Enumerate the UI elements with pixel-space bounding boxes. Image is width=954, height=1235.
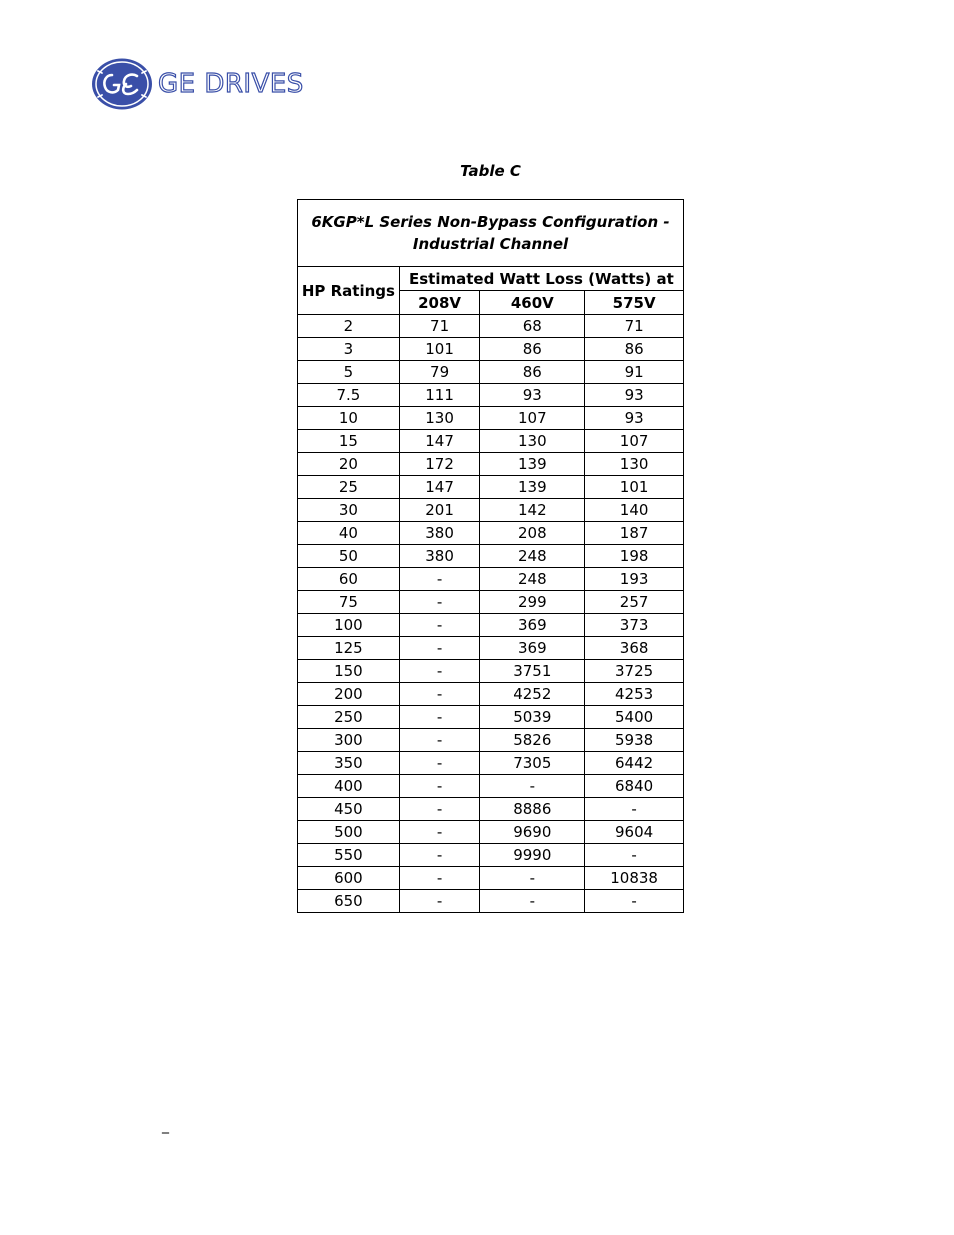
hp-rating-cell: 2 [298, 315, 400, 338]
watt-208v-cell: - [399, 591, 480, 614]
voltage-header-575v: 575V [585, 291, 684, 315]
watt-460v-cell: 248 [480, 545, 585, 568]
watt-loss-table [297, 199, 684, 913]
table-row [298, 775, 684, 798]
watt-460v-cell: 130 [480, 430, 585, 453]
watt-460v-cell: 68 [480, 315, 585, 338]
watt-575v-cell: 6840 [585, 775, 684, 798]
hp-rating-cell: 550 [298, 844, 400, 867]
watt-575v-cell: 4253 [585, 683, 684, 706]
hp-rating-cell: 40 [298, 522, 400, 545]
watt-208v-cell: - [399, 614, 480, 637]
ge-drives-logo [90, 56, 304, 112]
table-row [298, 476, 684, 499]
watt-575v-cell: 86 [585, 338, 684, 361]
table-row [298, 522, 684, 545]
watt-208v-cell: - [399, 706, 480, 729]
watt-575v-cell: - [585, 890, 684, 913]
table-row [298, 568, 684, 591]
watt-575v-cell: 140 [585, 499, 684, 522]
watt-575v-cell: 368 [585, 637, 684, 660]
watt-460v-cell: 9690 [480, 821, 585, 844]
watt-460v-cell: - [480, 775, 585, 798]
hp-rating-cell: 500 [298, 821, 400, 844]
table-row [298, 729, 684, 752]
hp-rating-cell: 5 [298, 361, 400, 384]
watt-575v-cell: 91 [585, 361, 684, 384]
hp-rating-cell: 400 [298, 775, 400, 798]
watt-208v-cell: - [399, 775, 480, 798]
watt-460v-cell: 86 [480, 361, 585, 384]
hp-rating-cell: 20 [298, 453, 400, 476]
watt-460v-cell: 107 [480, 407, 585, 430]
table-row [298, 660, 684, 683]
watt-208v-cell: 79 [399, 361, 480, 384]
watt-460v-cell: 208 [480, 522, 585, 545]
table-row [298, 706, 684, 729]
watt-208v-cell: 101 [399, 338, 480, 361]
table-row [298, 499, 684, 522]
table-caption: Table C [460, 162, 521, 180]
table-row [298, 430, 684, 453]
table-title-line1: 6KGP*L Series Non-Bypass Configuration - [311, 213, 670, 231]
watt-208v-cell: 147 [399, 476, 480, 499]
table-row [298, 683, 684, 706]
watt-208v-cell: - [399, 867, 480, 890]
watt-575v-cell: 93 [585, 407, 684, 430]
watt-460v-cell: 369 [480, 614, 585, 637]
hp-rating-cell: 75 [298, 591, 400, 614]
table-row [298, 591, 684, 614]
watt-575v-cell: 5938 [585, 729, 684, 752]
hp-rating-cell: 60 [298, 568, 400, 591]
watt-460v-cell: 142 [480, 499, 585, 522]
watt-575v-cell: 71 [585, 315, 684, 338]
watt-460v-cell: 9990 [480, 844, 585, 867]
hp-rating-cell: 350 [298, 752, 400, 775]
table-row [298, 545, 684, 568]
watt-208v-cell: 130 [399, 407, 480, 430]
watt-575v-cell: 6442 [585, 752, 684, 775]
watt-208v-cell: 71 [399, 315, 480, 338]
watt-575v-cell: 107 [585, 430, 684, 453]
watt-575v-cell: - [585, 844, 684, 867]
hp-rating-cell: 30 [298, 499, 400, 522]
hp-rating-cell: 600 [298, 867, 400, 890]
watt-208v-cell: - [399, 637, 480, 660]
hp-rating-cell: 150 [298, 660, 400, 683]
watt-460v-cell: 93 [480, 384, 585, 407]
watt-460v-cell: 299 [480, 591, 585, 614]
table-row [298, 637, 684, 660]
watt-575v-cell: 10838 [585, 867, 684, 890]
voltage-header-460v: 460V [480, 291, 585, 315]
table-row [298, 338, 684, 361]
table-row [298, 614, 684, 637]
watt-575v-cell: 5400 [585, 706, 684, 729]
table-row [298, 453, 684, 476]
table-body [298, 315, 684, 913]
watt-208v-cell: 172 [399, 453, 480, 476]
watt-575v-cell: 130 [585, 453, 684, 476]
hp-rating-cell: 125 [298, 637, 400, 660]
watt-460v-cell: 5826 [480, 729, 585, 752]
hp-rating-cell: 3 [298, 338, 400, 361]
hp-rating-cell: 200 [298, 683, 400, 706]
watt-loss-group-header: Estimated Watt Loss (Watts) at [399, 267, 683, 291]
watt-208v-cell: - [399, 683, 480, 706]
hp-rating-cell: 650 [298, 890, 400, 913]
watt-208v-cell: 111 [399, 384, 480, 407]
table-row [298, 867, 684, 890]
hp-rating-cell: 10 [298, 407, 400, 430]
table-title [298, 200, 684, 267]
watt-460v-cell: - [480, 890, 585, 913]
watt-460v-cell: 8886 [480, 798, 585, 821]
watt-575v-cell: 187 [585, 522, 684, 545]
table-row [298, 407, 684, 430]
watt-208v-cell: - [399, 752, 480, 775]
watt-460v-cell: 139 [480, 453, 585, 476]
watt-208v-cell: 380 [399, 545, 480, 568]
watt-208v-cell: - [399, 821, 480, 844]
hp-rating-cell: 100 [298, 614, 400, 637]
table-row [298, 890, 684, 913]
voltage-header-208v: 208V [399, 291, 480, 315]
watt-208v-cell: - [399, 890, 480, 913]
watt-208v-cell: - [399, 729, 480, 752]
watt-575v-cell: 373 [585, 614, 684, 637]
watt-460v-cell: 3751 [480, 660, 585, 683]
watt-460v-cell: 369 [480, 637, 585, 660]
footer-mark: _ [162, 1118, 169, 1134]
watt-575v-cell: 3725 [585, 660, 684, 683]
ge-monogram-icon [90, 57, 154, 111]
logo-text: GE DRIVES [158, 69, 304, 99]
watt-575v-cell: 198 [585, 545, 684, 568]
hp-rating-cell: 15 [298, 430, 400, 453]
watt-575v-cell: 257 [585, 591, 684, 614]
watt-460v-cell: 86 [480, 338, 585, 361]
table-row [298, 315, 684, 338]
watt-460v-cell: 139 [480, 476, 585, 499]
watt-575v-cell: 101 [585, 476, 684, 499]
watt-575v-cell: 9604 [585, 821, 684, 844]
watt-208v-cell: - [399, 798, 480, 821]
hp-rating-cell: 250 [298, 706, 400, 729]
watt-575v-cell: 93 [585, 384, 684, 407]
hp-ratings-header: HP Ratings [298, 267, 400, 315]
watt-460v-cell: 5039 [480, 706, 585, 729]
watt-460v-cell: - [480, 867, 585, 890]
watt-460v-cell: 248 [480, 568, 585, 591]
table-row [298, 798, 684, 821]
hp-rating-cell: 50 [298, 545, 400, 568]
watt-460v-cell: 7305 [480, 752, 585, 775]
watt-460v-cell: 4252 [480, 683, 585, 706]
watt-208v-cell: - [399, 844, 480, 867]
table-row [298, 752, 684, 775]
table-row [298, 821, 684, 844]
table-row [298, 361, 684, 384]
table-title-line2: Industrial Channel [412, 235, 569, 253]
watt-208v-cell: 201 [399, 499, 480, 522]
hp-rating-cell: 450 [298, 798, 400, 821]
watt-575v-cell: 193 [585, 568, 684, 591]
table-row [298, 384, 684, 407]
hp-rating-cell: 300 [298, 729, 400, 752]
watt-575v-cell: - [585, 798, 684, 821]
hp-rating-cell: 25 [298, 476, 400, 499]
hp-rating-cell: 7.5 [298, 384, 400, 407]
watt-208v-cell: 380 [399, 522, 480, 545]
watt-208v-cell: 147 [399, 430, 480, 453]
table-row [298, 844, 684, 867]
watt-208v-cell: - [399, 568, 480, 591]
watt-208v-cell: - [399, 660, 480, 683]
